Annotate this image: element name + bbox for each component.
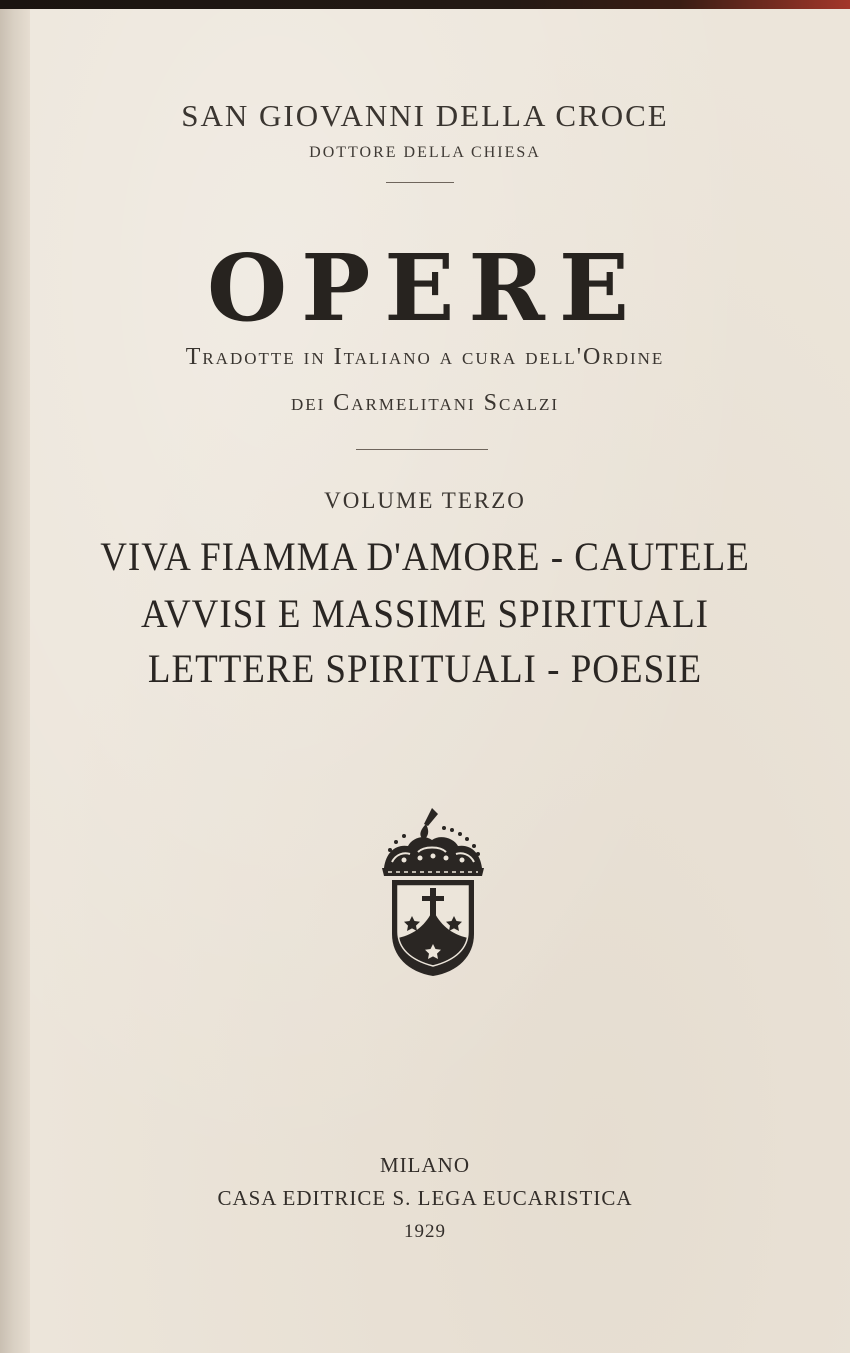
author-divider bbox=[386, 182, 454, 183]
imprint-publisher: CASA EDITRICE S. LEGA EUCARISTICA bbox=[217, 1186, 633, 1210]
carmelite-coat-of-arms-icon bbox=[374, 806, 492, 978]
page-top-edge bbox=[0, 0, 850, 9]
imprint-city: MILANO bbox=[380, 1153, 470, 1177]
work-title: OPERE bbox=[206, 234, 644, 342]
contents-line-3: LETTERE SPIRITUALI - POESIE bbox=[147, 647, 703, 692]
author-title: DOTTORE DELLA CHIESA bbox=[309, 144, 541, 161]
contents-line-2: AVVISI E MASSIME SPIRITUALI bbox=[141, 592, 709, 637]
author-name: SAN GIOVANNI DELLA CROCE bbox=[181, 98, 669, 133]
translation-line-1: Tradotte in Italiano a cura dell'Ordine bbox=[185, 344, 665, 370]
imprint-year: 1929 bbox=[404, 1221, 446, 1242]
translation-line-2: dei Carmelitani Scalzi bbox=[290, 390, 560, 416]
volume-label: VOLUME TERZO bbox=[324, 488, 526, 513]
contents-line-1: VIVA FIAMMA D'AMORE - CAUTELE bbox=[100, 535, 750, 580]
translation-divider bbox=[356, 449, 488, 450]
